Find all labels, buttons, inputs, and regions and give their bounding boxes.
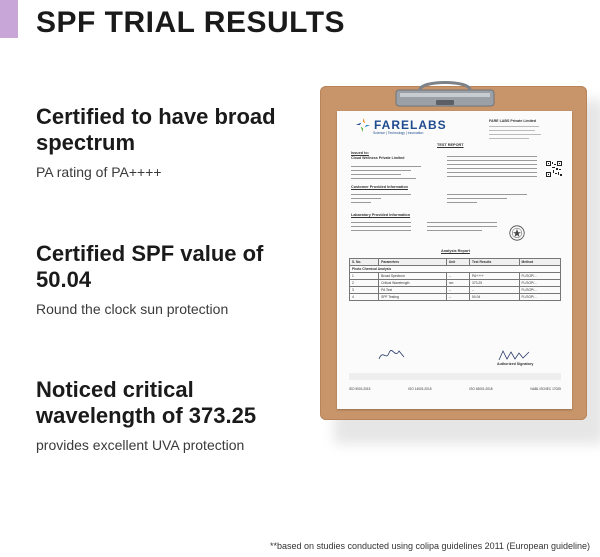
sample-desc-lines	[447, 191, 527, 206]
col-header: Parameters	[379, 259, 447, 266]
claim-broad-spectrum	[36, 104, 306, 180]
lab-info-label: Laboratory Provided Information	[351, 213, 411, 217]
table-cell: 3	[350, 287, 379, 294]
signature-left	[377, 347, 407, 363]
cert-item: ISO 14001:2015	[408, 387, 432, 391]
claim-critical-wavelength	[36, 377, 306, 453]
report-meta-lines	[447, 153, 537, 180]
logo-text: FARELABS	[374, 118, 447, 132]
farelabs-logo-icon	[355, 117, 371, 133]
report-title: TEST REPORT	[437, 143, 464, 147]
cert-item: ISO 9001:2015	[349, 387, 371, 391]
cert-item: NABL ISO/IEC 17025	[530, 387, 561, 391]
footnote: **based on studies conducted using colipa guidelines 2011 (European guideline)	[269, 541, 590, 551]
table-row	[350, 280, 561, 287]
table-header-row	[350, 259, 561, 266]
table-cell: FL/SOP/...	[519, 287, 560, 294]
table-cell: --	[470, 287, 520, 294]
lab-name: FARE LABS Private Limited	[489, 119, 537, 123]
claim-subtext: PA rating of PA++++	[36, 164, 162, 180]
claim-heading: Noticed critical wavelength of 373.25	[36, 377, 257, 428]
table-cell: --	[446, 294, 469, 301]
table-row	[350, 287, 561, 294]
test-report-document	[337, 111, 572, 409]
table-group-label: Photo Chemical Analysis	[350, 266, 561, 273]
customer-info-lines	[351, 191, 411, 206]
col-header: Test Results	[470, 259, 520, 266]
col-header: Unit	[446, 259, 469, 266]
col-header: S. No.	[350, 259, 379, 266]
lab-address	[489, 119, 545, 142]
claim-heading: Certified SPF value of 50.04	[36, 241, 264, 292]
table-cell: Broad Spectrum	[379, 273, 447, 280]
analysis-report-label: Analysis Report	[441, 249, 470, 253]
table-cell: 1	[350, 273, 379, 280]
col-header: Method	[519, 259, 560, 266]
clipboard-clip-icon	[386, 80, 504, 110]
claim-spf-value	[36, 241, 306, 317]
certifications-strip	[349, 387, 561, 391]
signature-right	[497, 347, 531, 363]
table-cell: 373.25	[470, 280, 520, 287]
issued-to-label: Issued to:	[351, 151, 369, 155]
table-row	[350, 294, 561, 301]
table-cell: --	[446, 287, 469, 294]
page-title: SPF TRIAL RESULTS	[36, 6, 346, 39]
table-cell: 2	[350, 280, 379, 287]
table-cell: FL/SOP/...	[519, 273, 560, 280]
table-cell: FL/SOP/...	[519, 294, 560, 301]
table-cell: 50.04	[470, 294, 520, 301]
lab-info-values	[427, 219, 497, 234]
accent-bar	[0, 0, 18, 38]
signatory-label: Authorized Signatory	[497, 362, 534, 366]
address-lines	[351, 163, 421, 182]
tagline: Science | Technology | Innovation	[373, 131, 424, 135]
lab-info-lines	[351, 219, 411, 234]
table-cell: FL/SOP/...	[519, 280, 560, 287]
table-cell: SPF Testing	[379, 294, 447, 301]
table-row	[350, 273, 561, 280]
cert-item: ISO 45001:2018	[469, 387, 493, 391]
footer-legal-strip	[349, 373, 561, 380]
claim-heading: Certified to have broad spectrum	[36, 104, 276, 155]
table-cell: 4	[350, 294, 379, 301]
table-cell: nm	[446, 280, 469, 287]
claim-subtext: provides excellent UVA protection	[36, 437, 245, 453]
customer-info-label: Customer Provided Information	[351, 185, 408, 189]
qr-code-icon	[546, 161, 562, 177]
customer-name: Cloud Wellness Private Limited	[351, 156, 405, 160]
table-cell: --	[446, 273, 469, 280]
claim-subtext: Round the clock sun protection	[36, 301, 229, 317]
results-table	[349, 258, 561, 301]
table-cell: PA Test	[379, 287, 447, 294]
table-cell: PA++++	[470, 273, 520, 280]
table-cell: Critical Wavelength	[379, 280, 447, 287]
table-group-row	[350, 266, 561, 273]
seal-icon	[509, 225, 525, 241]
